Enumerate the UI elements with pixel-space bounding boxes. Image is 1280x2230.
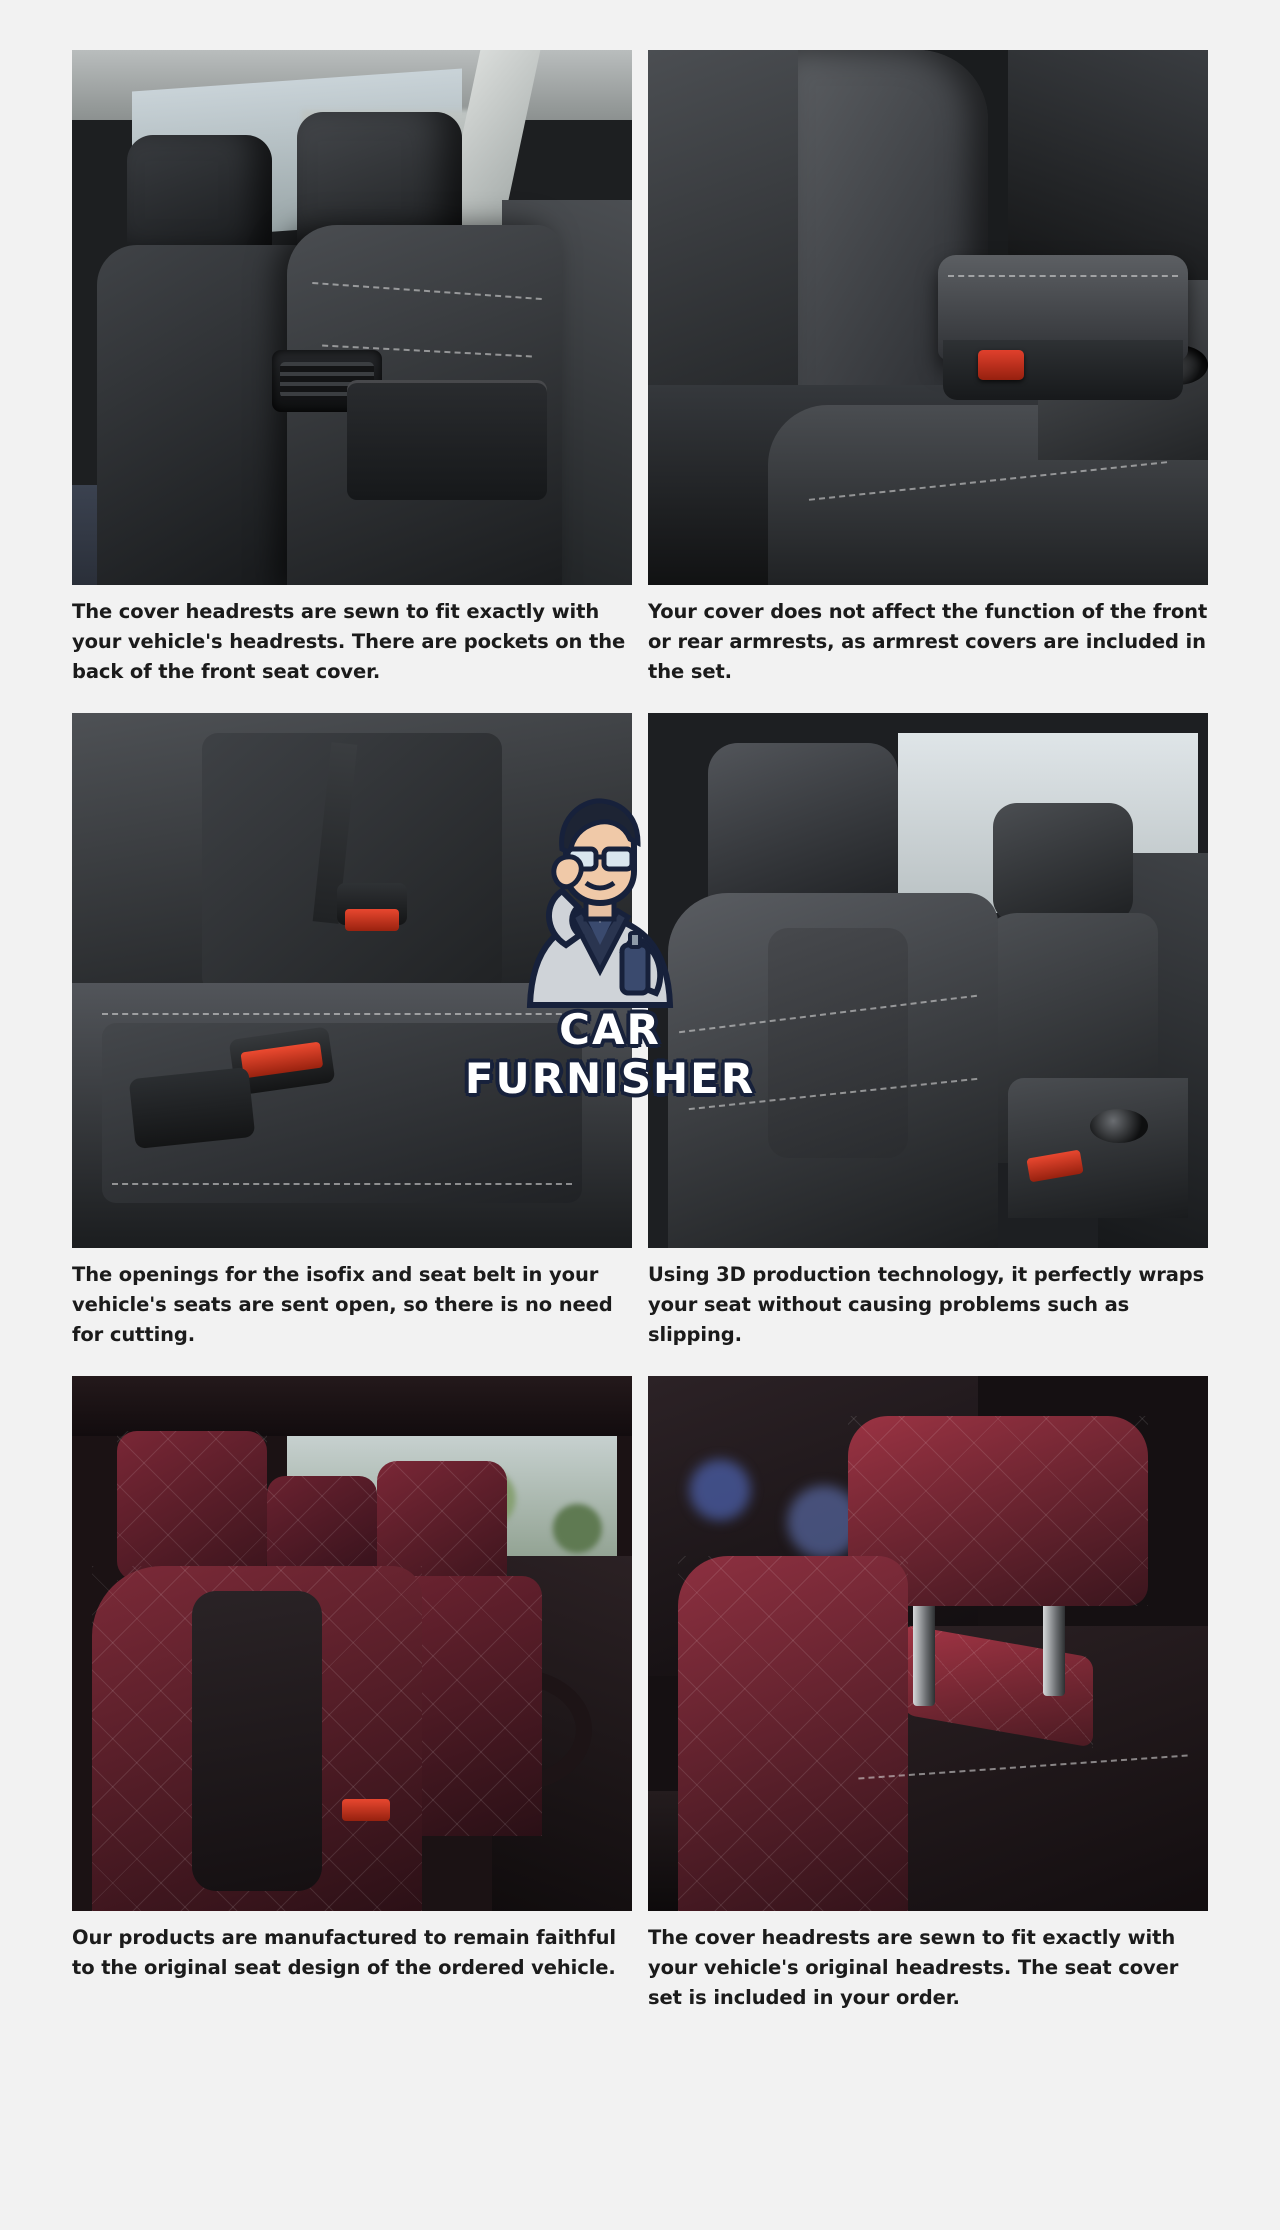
rear-headrest [993,803,1133,923]
seat-bolster [678,1556,908,1911]
car-roof [72,1376,632,1436]
center-console [1008,1078,1188,1218]
isofix-photo [72,713,632,1248]
stitch-line [112,1183,572,1185]
panel-caption: Your cover does not affect the function of the front or rear armrests, as armrest covers are included in the set. [648,600,1208,683]
seat-belt-buckle [337,883,407,925]
panel-caption: Using 3D production technology, it perfectly wraps your seat without causing problems such as slipping. [648,1263,1205,1346]
panel-3d-production [648,713,1208,1376]
panel-headrests-pockets [72,50,632,713]
seat-belt-buckle [342,1799,390,1821]
stitch-line [102,1013,582,1015]
panel-original-design [72,1376,632,2039]
panel-caption: The cover headrests are sewn to fit exactly with your vehicle's original headrests. The seat cover set is included in your order. [648,1926,1179,2009]
quilted-interior-photo [72,1376,632,1911]
panel-isofix [72,713,632,1376]
front-headrest [708,743,898,913]
panel-caption: Our products are manufactured to remain faithful to the original seat design of the ordered vehicle. [72,1926,616,1979]
panel-headrest-set [648,1376,1208,2039]
isofix-anchor [129,1067,256,1149]
alcantara-insert [768,928,908,1158]
headrest-front [117,1431,267,1581]
panel-grid [72,50,1208,2039]
seat-center-panel [192,1591,322,1891]
cup-holder [1090,1109,1148,1143]
stitch-line [948,275,1178,277]
quilt-pattern [117,1431,267,1581]
headrest-closeup-photo [648,1376,1208,1911]
armrest-photo [648,50,1208,585]
seat-belt-buckle [978,350,1024,380]
seat-back-left [97,245,317,585]
panel-caption: The openings for the isofix and seat belt in your vehicle's seats are sent open, so there is no need for cutting. [72,1263,613,1346]
panel-armrest [648,50,1208,713]
panel-caption: The cover headrests are sewn to fit exactly with your vehicle's headrests. There are pockets on the back of the front seat cover. [72,600,626,683]
quilt-pattern [678,1556,908,1911]
seat-back-pockets-photo [72,50,632,585]
dashboard [1008,50,1208,290]
seat-back-pocket [347,380,547,500]
three-d-production-photo [648,713,1208,1248]
brand-wordmark: CAR FURNISHER [464,1005,756,1103]
